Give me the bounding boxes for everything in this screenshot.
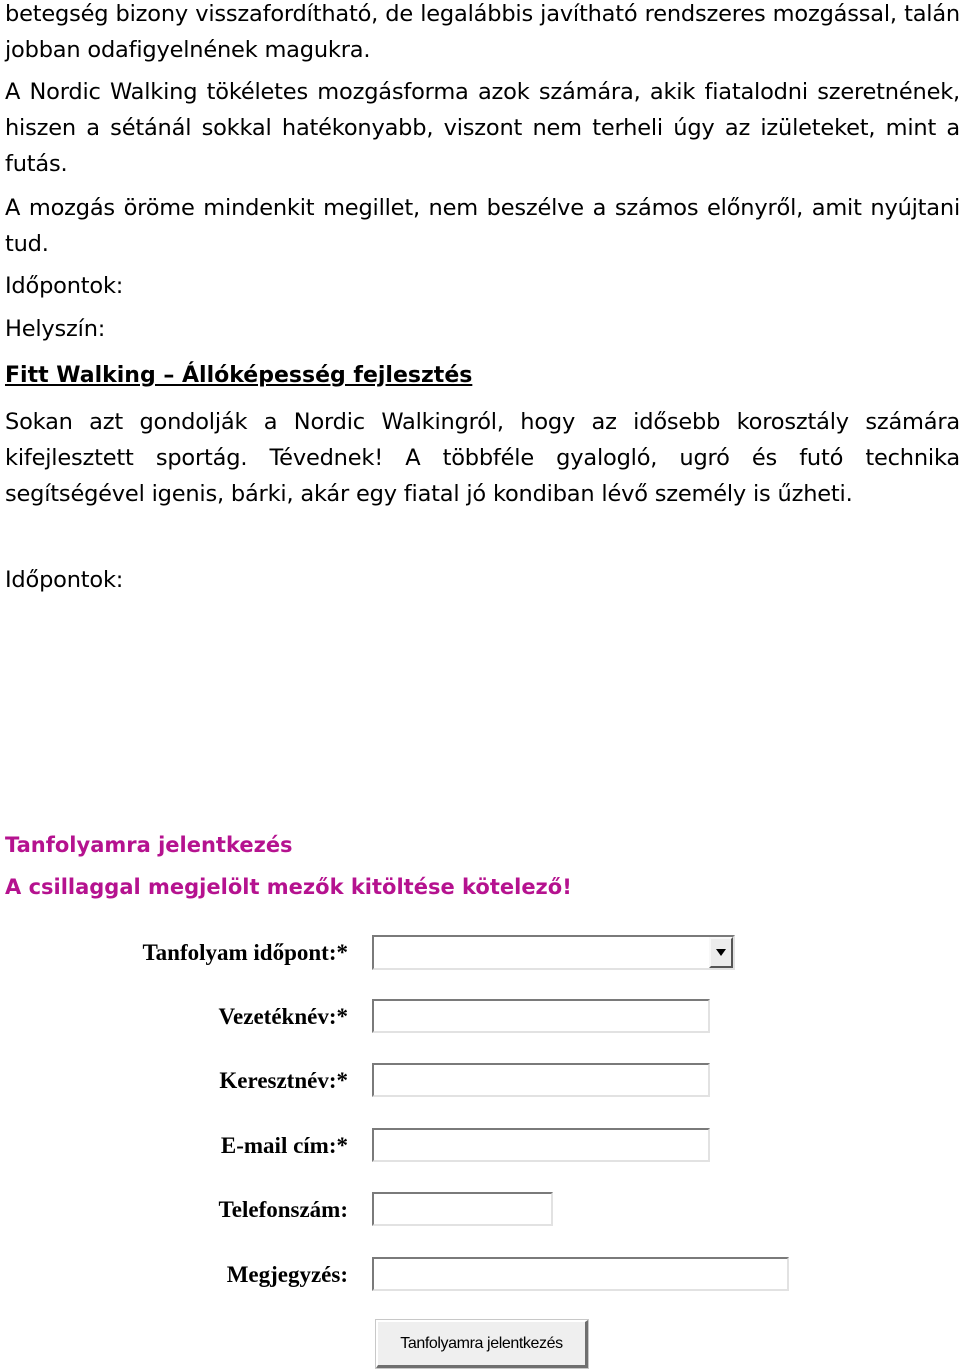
course-time-label: Tanfolyam időpont:* (142, 940, 348, 965)
times-label: Időpontok: (5, 273, 124, 299)
email-input[interactable] (372, 1128, 710, 1162)
submit-button[interactable]: Tanfolyamra jelentkezés (376, 1320, 588, 1368)
select-dropdown-button[interactable] (709, 937, 733, 968)
intro-paragraph-2: A Nordic Walking tökéletes mozgásforma azok számára, akik fiatalodni szeretnének, hiszen a sétánál sokkal hatékonyabb, viszont nem terheli úgy az izületeket, mint a futás. (5, 79, 960, 177)
email-label: E-mail cím:* (220, 1133, 348, 1158)
last-name-input[interactable] (372, 999, 710, 1033)
notes-input[interactable] (372, 1257, 789, 1291)
phone-label: Telefonszám: (218, 1197, 348, 1222)
location-label: Helyszín: (5, 316, 106, 342)
intro-paragraph-3: A mozgás öröme mindenkit megillet, nem beszélve a számos előnyről, amit nyújtani tud. (5, 195, 960, 257)
section-heading: Fitt Walking – Állóképesség fejlesztés (5, 363, 473, 388)
intro-paragraph-1: betegség bizony visszafordítható, de legalábbis javítható rendszeres mozgással, talán jobban odafigyelnének magukra. (5, 1, 960, 63)
notes-label: Megjegyzés: (226, 1262, 348, 1287)
phone-input[interactable] (372, 1192, 553, 1226)
first-name-label: Keresztnév:* (219, 1068, 348, 1093)
required-note: A csillaggal megjelölt mezők kitöltése kötelező! (5, 875, 572, 899)
first-name-input[interactable] (372, 1063, 710, 1097)
last-name-label: Vezetéknév:* (218, 1004, 348, 1029)
section-paragraph: Sokan azt gondolják a Nordic Walkingról, hogy az idősebb korosztály számára kifejlesztett sportág. Tévednek! A többféle gyalogló, ugró és futó technika segítségével igenis, bárki, akár egy fiatal jó kondiban lévő személy is űzheti. (5, 409, 960, 507)
form-title: Tanfolyamra jelentkezés (5, 833, 293, 857)
course-time-select[interactable] (372, 935, 735, 970)
section-times-label: Időpontok: (5, 567, 124, 593)
chevron-down-icon (716, 949, 726, 956)
